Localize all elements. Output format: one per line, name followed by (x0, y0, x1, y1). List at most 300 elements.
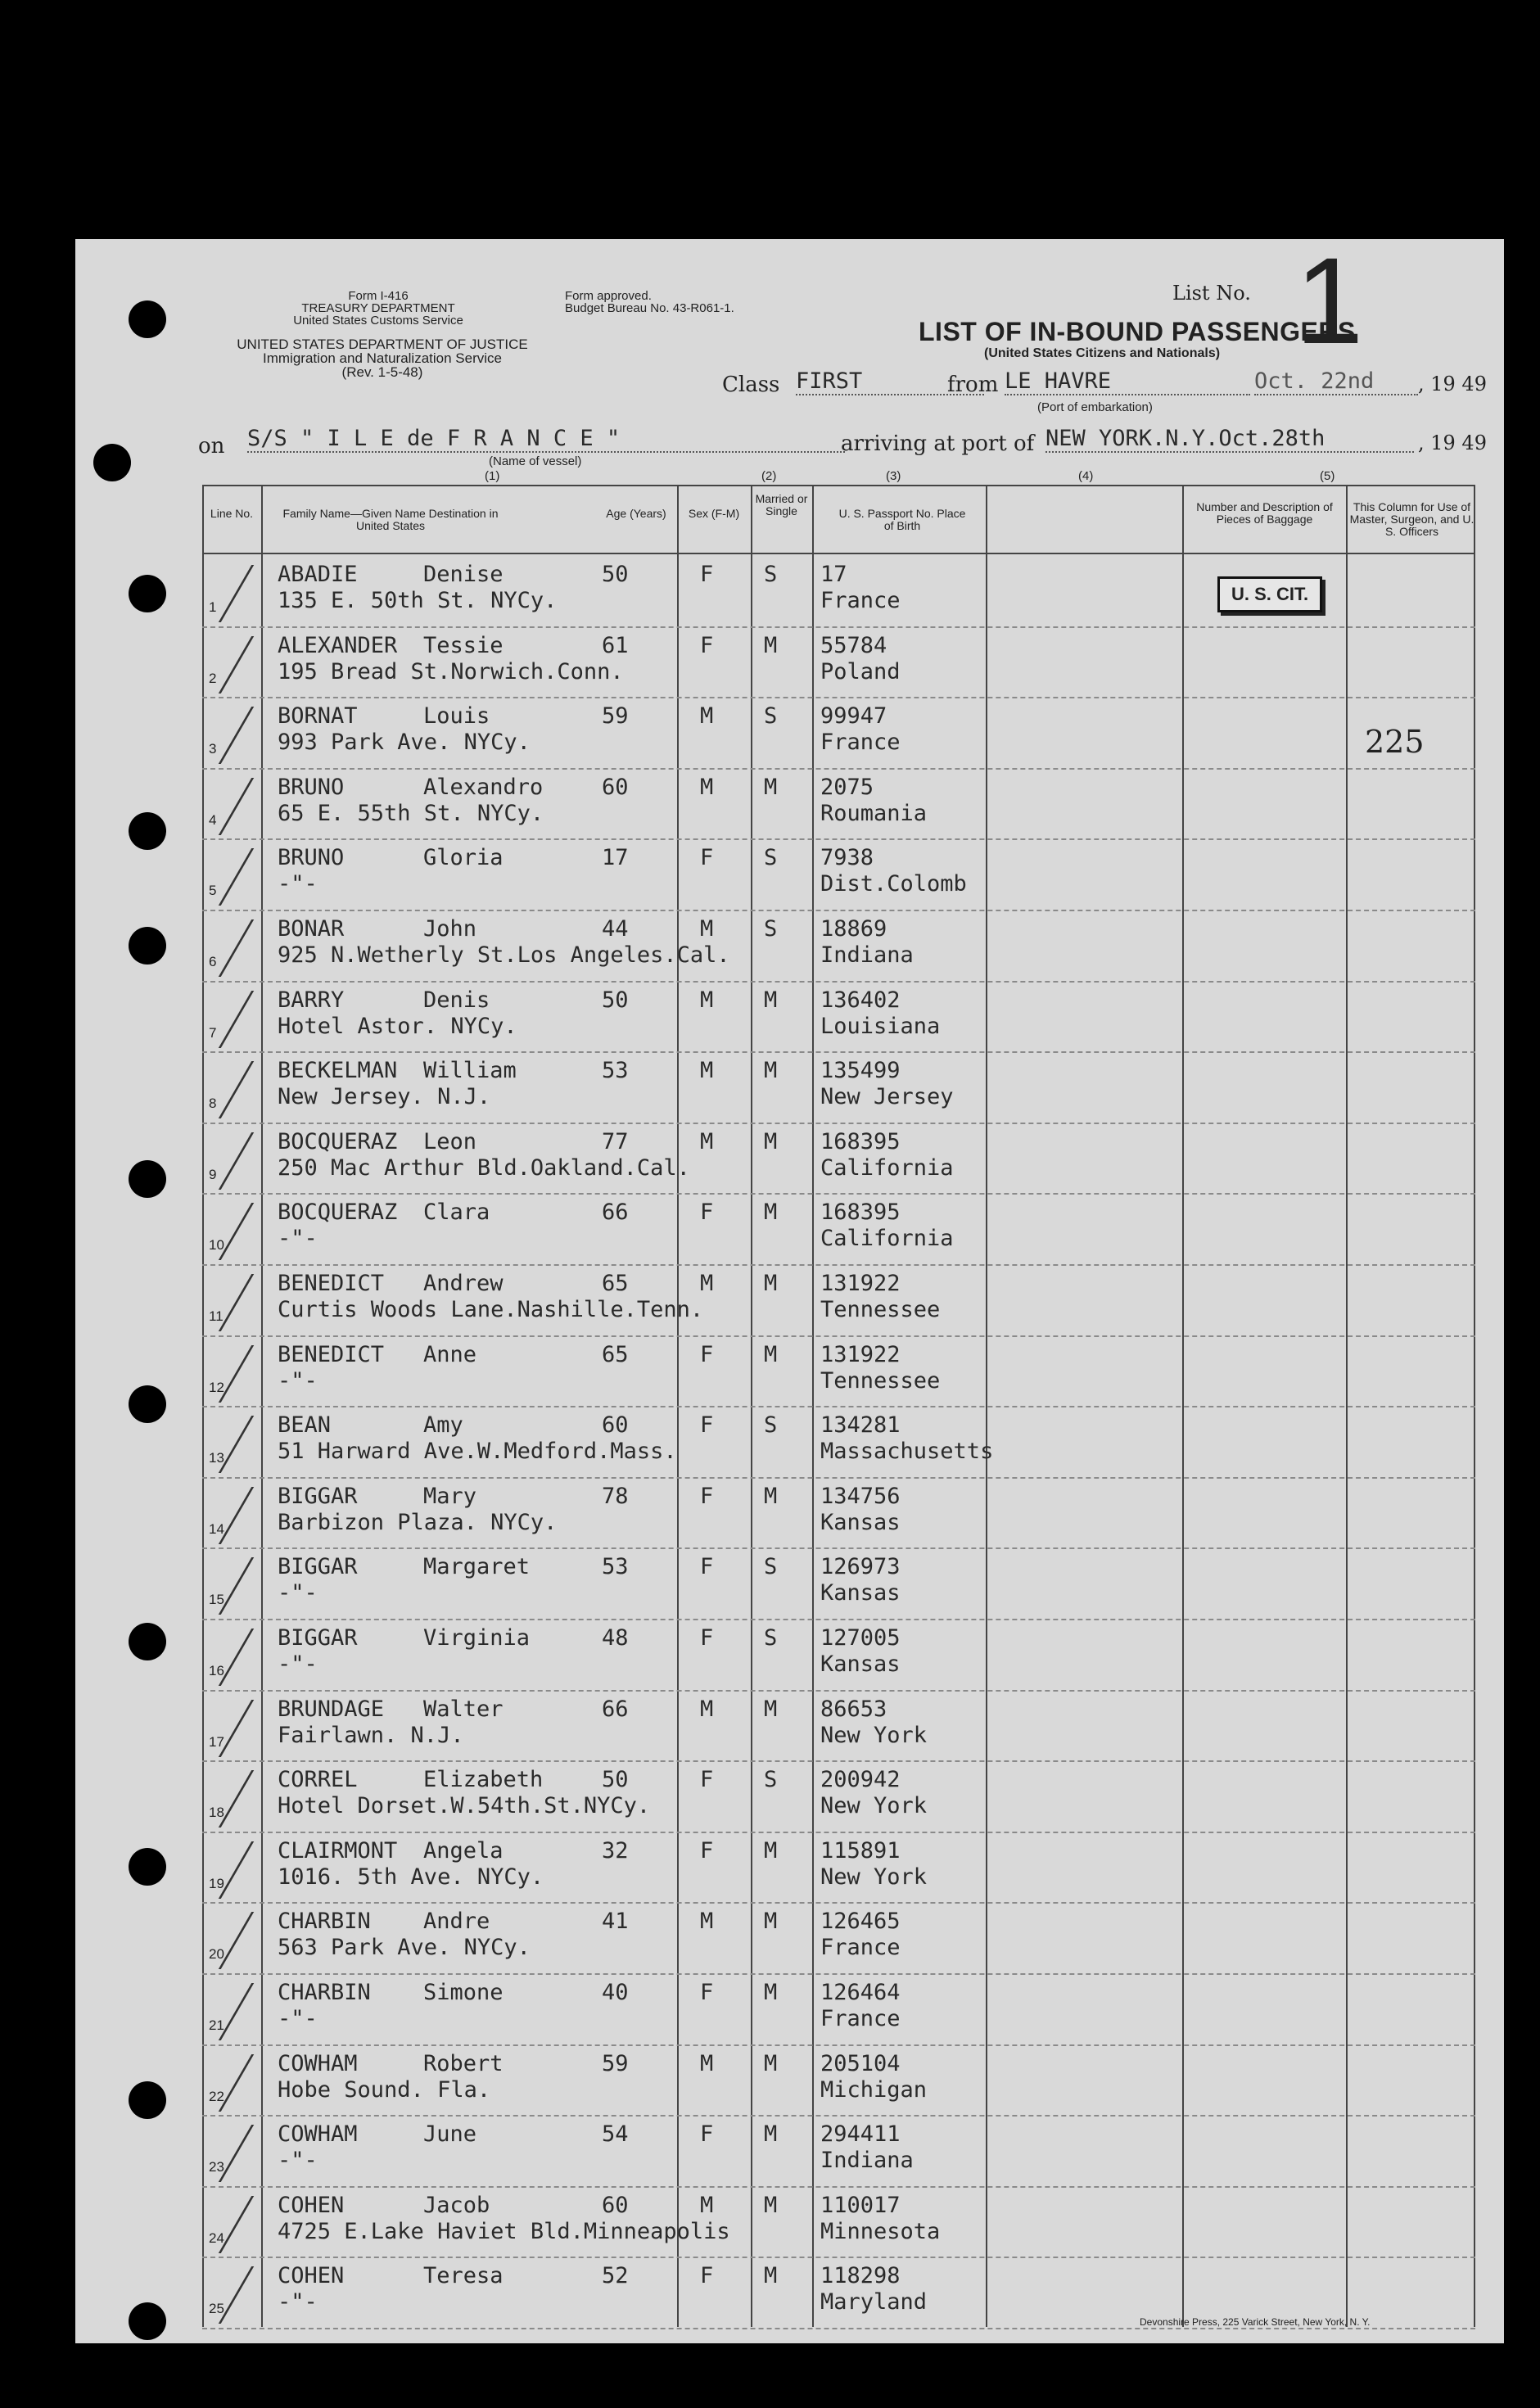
sex: F (700, 1199, 714, 1226)
embark-caption: (Port of embarkation) (1037, 400, 1153, 414)
form-number: Form I-416 (348, 289, 409, 303)
line-number: 6 (209, 954, 217, 969)
service-name: United States Customs Service (293, 314, 463, 328)
line-number: 15 (209, 1592, 224, 1608)
given-name: Teresa (423, 2263, 504, 2289)
line-number: 25 (209, 2301, 224, 2317)
family-name: CLAIRMONT (278, 1837, 398, 1864)
passport-number: 294411 (820, 2121, 901, 2148)
family-name: COWHAM (278, 2050, 358, 2076)
family-name: BORNAT (278, 703, 358, 730)
table-row (202, 628, 1475, 698)
marital-status: M (764, 1271, 778, 1296)
table-row (202, 1833, 1475, 1904)
place-of-birth: Maryland (820, 2289, 928, 2315)
line-number: 19 (209, 1875, 224, 1891)
marital-status: S (764, 916, 778, 942)
sex: M (700, 774, 714, 800)
on-label: on (198, 434, 225, 459)
sex: F (700, 2263, 714, 2289)
marital-status: M (764, 2263, 778, 2289)
embark-port-value: LE HAVRE (1005, 368, 1250, 395)
col-header-married: Married or Single (755, 492, 808, 517)
destination: Fairlawn. N.J. (278, 1722, 464, 1748)
department-name: TREASURY DEPARTMENT (301, 301, 455, 315)
sex: M (700, 1058, 714, 1084)
line-number: 11 (209, 1308, 224, 1324)
table-row (202, 1620, 1475, 1691)
family-name: CHARBIN (278, 1909, 371, 1935)
table-row (202, 1762, 1475, 1832)
table-row (202, 840, 1475, 910)
sex: M (700, 916, 714, 942)
marital-status: M (764, 1909, 778, 1935)
family-name: BIGGAR (278, 1554, 358, 1580)
marital-status: M (764, 1199, 778, 1226)
col-header-name: Family Name—Given Name Destination in United States (282, 507, 499, 532)
place-of-birth: Indiana (820, 2148, 914, 2174)
family-name: BONAR (278, 916, 345, 942)
doj-name: UNITED STATES DEPARTMENT OF JUSTICE (237, 337, 528, 352)
age: 61 (602, 632, 629, 658)
place-of-birth: Michigan (820, 2076, 928, 2103)
sex: F (700, 1483, 714, 1509)
age: 60 (602, 2192, 629, 2218)
table-row (202, 2188, 1475, 2258)
sex: M (700, 1128, 714, 1154)
punch-hole (129, 812, 166, 850)
sex: M (700, 1909, 714, 1935)
passport-number: 126973 (820, 1554, 901, 1580)
place-of-birth: New York (820, 1793, 928, 1819)
given-name: Louis (423, 703, 490, 730)
marital-status: M (764, 2050, 778, 2076)
sex: F (700, 1341, 714, 1367)
line-number: 20 (209, 1946, 224, 1963)
passport-number: 131922 (820, 1341, 901, 1367)
place-of-birth: Louisiana (820, 1013, 941, 1039)
header-dept-block (272, 290, 485, 327)
place-of-birth: Kansas (820, 1509, 901, 1535)
destination: 993 Park Ave. NYCy. (278, 730, 531, 756)
marital-status: M (764, 774, 778, 800)
given-name: Jacob (423, 2192, 490, 2218)
sex: F (700, 1980, 714, 2005)
class-value: FIRST (796, 368, 984, 395)
sex: F (700, 1412, 714, 1439)
line-number: 16 (209, 1663, 224, 1678)
place-of-birth: France (820, 2006, 901, 2031)
punch-hole (93, 444, 131, 481)
table-row (202, 1124, 1475, 1195)
place-of-birth: Indiana (820, 942, 914, 968)
line-number: 21 (209, 2017, 224, 2033)
sex: F (700, 1837, 714, 1864)
punch-hole (129, 2302, 166, 2340)
given-name: Mary (423, 1483, 477, 1509)
line-number: 14 (209, 1520, 224, 1537)
age: 59 (602, 703, 629, 730)
given-name: Anne (423, 1341, 477, 1367)
line-number: 3 (209, 741, 217, 757)
col-header-line: Line No. (210, 507, 254, 520)
age: 32 (602, 1837, 629, 1864)
passport-number: 110017 (820, 2192, 901, 2218)
punch-hole (129, 927, 166, 965)
given-name: Tessie (423, 632, 504, 658)
passport-number: 131922 (820, 1271, 901, 1296)
given-name: Denis (423, 987, 490, 1013)
destination: -"- (278, 1651, 318, 1677)
punch-hole (129, 1385, 166, 1423)
marital-status: S (764, 562, 778, 587)
destination: -"- (278, 2148, 318, 2174)
destination: -"- (278, 1580, 318, 1606)
sex: F (700, 632, 714, 658)
place-of-birth: New Jersey (820, 1084, 954, 1110)
given-name: Simone (423, 1980, 504, 2005)
destination: -"- (278, 2006, 318, 2031)
line-number: 10 (209, 1237, 224, 1254)
age: 41 (602, 1909, 629, 1935)
destination: 563 Park Ave. NYCy. (278, 1935, 531, 1961)
passport-number: 200942 (820, 1767, 901, 1793)
col-header-age: Age (Years) (606, 507, 666, 520)
col-num-5: (5) (1320, 469, 1335, 483)
destination: Hobe Sound. Fla. (278, 2076, 491, 2103)
family-name: BRUNDAGE (278, 1696, 385, 1722)
table-row (202, 1975, 1475, 2045)
sex: M (700, 2192, 714, 2218)
punch-hole (129, 1160, 166, 1198)
sex: F (700, 2121, 714, 2148)
given-name: Elizabeth (423, 1767, 544, 1793)
destination: 4725 E.Lake Haviet Bld.Minneapolis (278, 2218, 730, 2244)
given-name: Alexandro (423, 774, 544, 800)
us-citizen-stamp: U. S. CIT. (1217, 576, 1322, 612)
ins-name: Immigration and Naturalization Service (263, 350, 502, 366)
sex: F (700, 1767, 714, 1793)
sex: M (700, 703, 714, 730)
line-number: 7 (209, 1024, 217, 1041)
passport-number: 135499 (820, 1058, 901, 1084)
passport-number: 2075 (820, 774, 874, 800)
family-name: BECKELMAN (278, 1058, 398, 1084)
family-name: BENEDICT (278, 1271, 385, 1296)
family-name: BOCQUERAZ (278, 1199, 398, 1226)
table-row (202, 1479, 1475, 1549)
family-name: BIGGAR (278, 1625, 358, 1651)
age: 53 (602, 1058, 629, 1084)
passport-number: 115891 (820, 1837, 901, 1864)
punch-hole (129, 1848, 166, 1886)
place-of-birth: Poland (820, 658, 901, 684)
line-number: 2 (209, 670, 217, 686)
age: 53 (602, 1554, 629, 1580)
family-name: BRUNO (278, 774, 345, 800)
given-name: Amy (423, 1412, 463, 1439)
destination: Curtis Woods Lane.Nashille.Tenn. (278, 1297, 704, 1322)
year-text-2: , 19 49 (1418, 431, 1487, 454)
line-number: 8 (209, 1096, 217, 1112)
line-number: 5 (209, 883, 217, 899)
printer-credit: Devonshire Press, 225 Varick Street, New York, N. Y. (1140, 2316, 1371, 2328)
given-name: Denise (423, 562, 504, 587)
age: 50 (602, 1767, 629, 1793)
family-name: BEAN (278, 1412, 332, 1439)
destination: -"- (278, 1367, 318, 1394)
col-num-2: (2) (761, 469, 777, 483)
sex: M (700, 987, 714, 1013)
line-number: 22 (209, 2088, 224, 2104)
marital-status: M (764, 1483, 778, 1509)
doj-block (190, 337, 575, 379)
place-of-birth: France (820, 1935, 901, 1961)
officer-note: 225 (1365, 724, 1425, 760)
col-header-passport: U. S. Passport No. Place of Birth (838, 507, 966, 532)
given-name: Virginia (423, 1625, 531, 1651)
table-row (202, 1053, 1475, 1123)
given-name: Leon (423, 1128, 477, 1154)
embark-date-value: Oct. 22nd (1254, 368, 1418, 395)
destination: 1016. 5th Ave. NYCy. (278, 1864, 544, 1890)
place-of-birth: New York (820, 1722, 928, 1748)
family-name: BRUNO (278, 845, 345, 871)
sex: M (700, 1271, 714, 1296)
destination: 135 E. 50th St. NYCy. (278, 588, 558, 613)
marital-status: M (764, 987, 778, 1013)
marital-status: M (764, 2192, 778, 2218)
vessel-name-value: S/S " I L E de F R A N C E " (247, 426, 845, 453)
marital-status: M (764, 2121, 778, 2148)
sex: F (700, 845, 714, 871)
given-name: Clara (423, 1199, 490, 1226)
place-of-birth: Tennessee (820, 1367, 941, 1394)
destination: 65 E. 55th St. NYCy. (278, 800, 544, 826)
table-row (202, 2046, 1475, 2117)
age: 60 (602, 1412, 629, 1439)
place-of-birth: Massachusetts (820, 1439, 994, 1465)
col-header-baggage: Number and Description of Pieces of Baggage (1196, 500, 1333, 526)
destination: Hotel Astor. NYCy. (278, 1013, 517, 1039)
form-approved-text: Form approved. (565, 289, 652, 303)
table-row (202, 1407, 1475, 1478)
place-of-birth: California (820, 1154, 954, 1181)
line-number: 9 (209, 1166, 217, 1182)
line-number: 18 (209, 1805, 224, 1821)
marital-status: S (764, 1554, 778, 1580)
sex: F (700, 1625, 714, 1651)
page-subtitle: (United States Citizens and Nationals) (984, 346, 1221, 360)
family-name: COWHAM (278, 2121, 358, 2148)
punch-hole (129, 2081, 166, 2119)
age: 40 (602, 1980, 629, 2005)
line-number: 1 (209, 599, 217, 615)
table-row (202, 1266, 1475, 1336)
age: 54 (602, 2121, 629, 2148)
family-name: BARRY (278, 987, 345, 1013)
marital-status: S (764, 1412, 778, 1439)
age: 66 (602, 1199, 629, 1226)
age: 59 (602, 2050, 629, 2076)
passport-number: 134281 (820, 1412, 901, 1439)
place-of-birth: Tennessee (820, 1297, 941, 1322)
age: 44 (602, 916, 629, 942)
family-name: CHARBIN (278, 1980, 371, 2005)
destination: -"- (278, 2289, 318, 2315)
line-number: 24 (209, 2230, 224, 2246)
sex: F (700, 562, 714, 587)
marital-status: M (764, 1341, 778, 1367)
passport-number: 127005 (820, 1625, 901, 1651)
destination: -"- (278, 871, 318, 897)
col-header-sex: Sex (F-M) (688, 507, 740, 520)
marital-status: S (764, 703, 778, 730)
passport-number: 7938 (820, 845, 874, 871)
passport-number: 134756 (820, 1483, 901, 1509)
given-name: Angela (423, 1837, 504, 1864)
table-row (202, 1692, 1475, 1762)
col-header-officers: This Column for Use of Master, Surgeon, and U. S. Officers (1349, 500, 1475, 538)
age: 52 (602, 2263, 629, 2289)
given-name: Margaret (423, 1554, 531, 1580)
marital-status: M (764, 1058, 778, 1084)
budget-bureau-text: Budget Bureau No. 43-R061-1. (565, 301, 734, 315)
family-name: BOCQUERAZ (278, 1128, 398, 1154)
table-row (202, 911, 1475, 982)
table-row (202, 770, 1475, 840)
place-of-birth: New York (820, 1864, 928, 1890)
destination: Barbizon Plaza. NYCy. (278, 1509, 558, 1535)
passport-number: 17 (820, 562, 847, 587)
age: 60 (602, 774, 629, 800)
given-name: Andrew (423, 1271, 504, 1296)
marital-status: M (764, 1980, 778, 2005)
col-num-1: (1) (485, 469, 500, 483)
year-text: , 19 49 (1418, 373, 1487, 395)
passport-number: 118298 (820, 2263, 901, 2289)
form-approval-block (565, 290, 811, 314)
family-name: ALEXANDER (278, 632, 398, 658)
marital-status: M (764, 1128, 778, 1154)
list-no-value: 1 (1295, 232, 1364, 369)
passenger-table (202, 485, 1475, 2327)
place-of-birth: Dist.Colomb (820, 871, 967, 897)
family-name: COHEN (278, 2263, 345, 2289)
table-row (202, 1337, 1475, 1407)
passport-number: 205104 (820, 2050, 901, 2076)
marital-status: M (764, 1696, 778, 1722)
table-row (202, 698, 1475, 769)
vessel-caption: (Name of vessel) (489, 454, 582, 468)
line-number: 4 (209, 811, 217, 828)
punch-hole (129, 1623, 166, 1660)
place-of-birth: France (820, 730, 901, 756)
marital-status: M (764, 1837, 778, 1864)
age: 48 (602, 1625, 629, 1651)
passport-number: 126464 (820, 1980, 901, 2005)
punch-hole (129, 300, 166, 338)
given-name: John (423, 916, 477, 942)
table-row (202, 2117, 1475, 2187)
marital-status: S (764, 845, 778, 871)
line-number: 23 (209, 2159, 224, 2175)
family-name: CORREL (278, 1767, 358, 1793)
table-row (202, 1195, 1475, 1265)
place-of-birth: Minnesota (820, 2218, 941, 2244)
given-name: Robert (423, 2050, 504, 2076)
class-label: Class (722, 373, 780, 397)
family-name: ABADIE (278, 562, 358, 587)
from-label: from (947, 373, 999, 397)
passport-number: 86653 (820, 1696, 887, 1722)
marital-status: M (764, 632, 778, 658)
passport-number: 168395 (820, 1128, 901, 1154)
place-of-birth: France (820, 588, 901, 613)
passport-number: 55784 (820, 632, 887, 658)
given-name: Gloria (423, 845, 504, 871)
table-row (202, 983, 1475, 1053)
age: 77 (602, 1128, 629, 1154)
sex: F (700, 1554, 714, 1580)
marital-status: S (764, 1625, 778, 1651)
age: 66 (602, 1696, 629, 1722)
given-name: Andre (423, 1909, 490, 1935)
table-row (202, 1904, 1475, 1974)
given-name: William (423, 1058, 517, 1084)
age: 17 (602, 845, 629, 871)
line-number: 12 (209, 1379, 224, 1395)
place-of-birth: Kansas (820, 1651, 901, 1677)
destination: Hotel Dorset.W.54th.St.NYCy. (278, 1793, 651, 1819)
destination: 195 Bread St.Norwich.Conn. (278, 658, 624, 684)
punch-hole (129, 575, 166, 612)
destination: 250 Mac Arthur Bld.Oakland.Cal. (278, 1154, 690, 1181)
passport-number: 99947 (820, 703, 887, 730)
sex: M (700, 2050, 714, 2076)
age: 65 (602, 1341, 629, 1367)
given-name: Walter (423, 1696, 504, 1722)
given-name: June (423, 2121, 477, 2148)
manifest-sheet (75, 232, 1504, 2343)
arriving-label: arriving at port of (841, 431, 1035, 456)
revision-text: (Rev. 1-5-48) (341, 364, 423, 380)
family-name: COHEN (278, 2192, 345, 2218)
line-number: 17 (209, 1733, 224, 1750)
age: 50 (602, 987, 629, 1013)
passport-number: 18869 (820, 916, 887, 942)
list-no-label: List No. (1172, 282, 1251, 305)
place-of-birth: Roumania (820, 800, 928, 826)
line-number: 13 (209, 1450, 224, 1466)
sex: M (700, 1696, 714, 1722)
col-num-4: (4) (1078, 469, 1094, 483)
destination: 925 N.Wetherly St.Los Angeles.Cal. (278, 942, 730, 968)
table-row (202, 1549, 1475, 1620)
age: 65 (602, 1271, 629, 1296)
page-title: LIST OF IN-BOUND PASSENGERS (919, 317, 1356, 346)
destination: -"- (278, 1226, 318, 1252)
passport-number: 168395 (820, 1199, 901, 1226)
passport-number: 136402 (820, 987, 901, 1013)
arrival-port-value: NEW YORK.N.Y.Oct.28th (1045, 426, 1414, 453)
place-of-birth: Kansas (820, 1580, 901, 1606)
family-name: BENEDICT (278, 1341, 385, 1367)
destination: 51 Harward Ave.W.Medford.Mass. (278, 1439, 677, 1465)
destination: New Jersey. N.J. (278, 1084, 491, 1110)
age: 78 (602, 1483, 629, 1509)
age: 50 (602, 562, 629, 587)
